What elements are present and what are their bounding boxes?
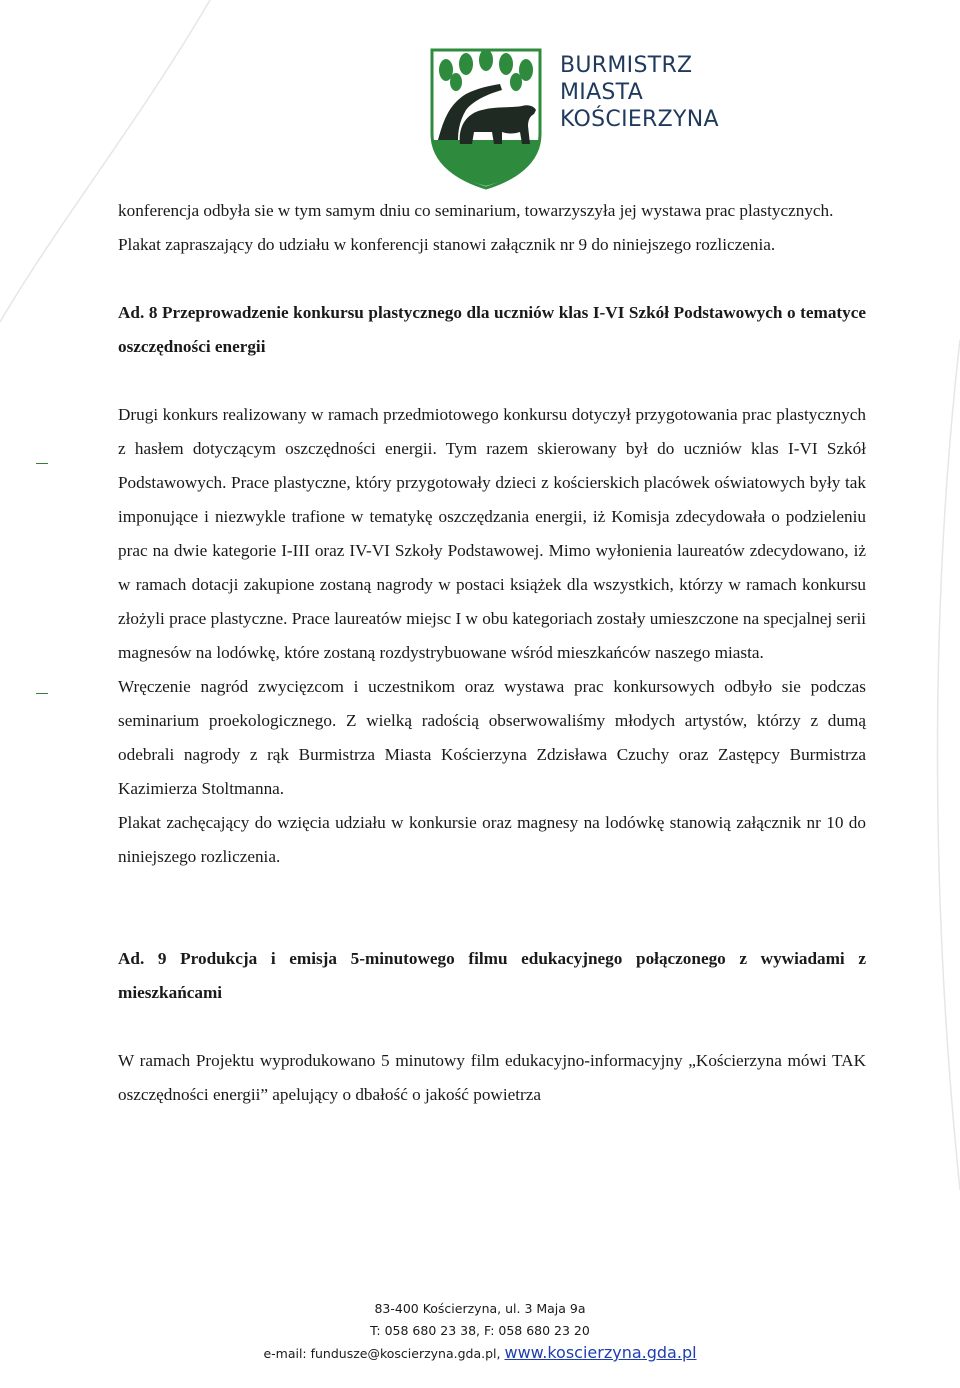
org-name-line: KOŚCIERZYNA <box>560 107 719 132</box>
paragraph: Plakat zachęcający do wzięcia udziału w konkursie oraz magnesy na lodówkę stanowią załącznik nr 10 do niniejszego rozliczenia. <box>118 813 866 866</box>
footer-phone: T: 058 680 23 38, F: 058 680 23 20 <box>370 1323 590 1338</box>
paragraph: Drugi konkurs realizowany w ramach przedmiotowego konkursu dotyczył przygotowania prac plastycznych z hasłem dotyczącym oszczędności energii. Tym razem skierowany był do uczniów klas I-VI Szkół Podstawowych. Prace plastyczne, który przygotowały dzieci z kościerskich placówek oświatowych były tak imponujące i niezwykle trafione w tematykę oszczędzania energii, iż Komisja zdecydowała o podzieleniu prac na dwie kategorie I-III oraz IV-VI Szkoły Podstawowej. Mimo wyłonienia laureatów zdecydowano, iż w ramach dotacji zakupione zostaną nagrody w postaci książek dla wszystkich, którzy w ramach konkursu złożyli prace plastyczne. Prace laureatów miejsc I w obu kategoriach zostały umieszczone na specjalnej serii magnesów na lodówkę, które zostaną rozdystrybuowane wśród mieszkańców naszego miasta. <box>118 405 866 662</box>
paragraph: Plakat zapraszający do udziału w konferencji stanowi załącznik nr 9 do niniejszego rozliczenia. <box>118 235 776 254</box>
org-name-line: BURMISTRZ <box>560 53 693 78</box>
org-name-line: MIASTA <box>560 80 644 105</box>
footer-address: 83-400 Kościerzyna, ul. 3 Maja 9a <box>374 1301 586 1316</box>
margin-mark <box>36 463 48 464</box>
website-link[interactable]: www.koscierzyna.gda.pl <box>504 1343 697 1362</box>
footer <box>0 1298 960 1365</box>
paragraph: W ramach Projektu wyprodukowano 5 minutowy film edukacyjno-informacyjny „Kościerzyna mówi TAK oszczędności energii” apelujący o dbałość o jakość powietrza <box>118 1051 866 1104</box>
section-heading: Ad. 9 Produkcja i emisja 5-minutowego filmu edukacyjnego połączonego z wywiadami z mieszkańcami <box>118 949 866 1002</box>
paragraph: konferencja odbyła sie w tym samym dniu co seminarium, towarzyszyła jej wystawa prac plastycznych. <box>118 201 834 220</box>
bear-tree-crest-icon <box>430 48 542 190</box>
org-name <box>560 52 719 133</box>
footer-email: e-mail: fundusze@koscierzyna.gda.pl, <box>263 1346 505 1361</box>
footer-contact <box>0 1342 960 1365</box>
paragraph: Wręczenie nagród zwycięzcom i uczestnikom oraz wystawa prac konkursowych odbyło sie podczas seminarium proekologicznego. Z wielką radością obserwowaliśmy młodych artystów, którzy z dumą odebrali nagrody z rąk Burmistrza Miasta Kościerzyna Zdzisława Czuchy oraz Zastępcy Burmistrza Kazimierza Stoltmanna. <box>118 677 866 798</box>
margin-mark <box>36 693 48 694</box>
section-heading: Ad. 8 Przeprowadzenie konkursu plastycznego dla uczniów klas I-VI Szkół Podstawowych o tematyce oszczędności energii <box>118 303 866 356</box>
document-body <box>118 194 866 1112</box>
letterhead <box>430 48 730 190</box>
